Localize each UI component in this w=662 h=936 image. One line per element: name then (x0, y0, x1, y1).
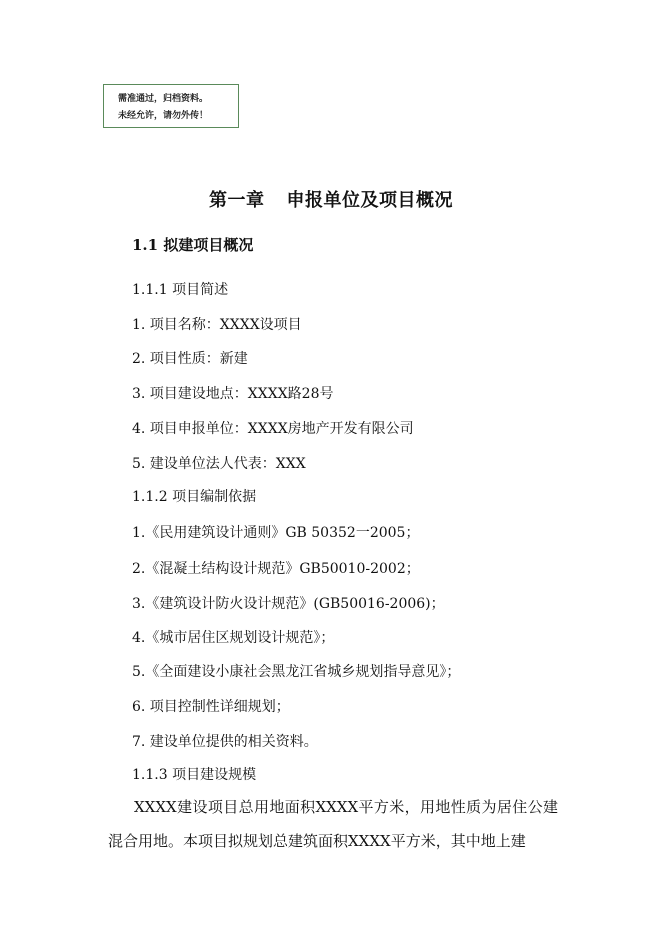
list-item: 6. 项目控制性详细规划； (132, 699, 290, 715)
chapter-heading (0, 186, 662, 212)
list-item: 4.《城市居住区规划设计规范》； (132, 630, 335, 646)
list-item: 5.《全面建设小康社会黑龙江省城乡规划指导意见》； (132, 664, 461, 680)
list-item: 7. 建设单位提供的相关资料。 (132, 734, 318, 750)
list-item: 4. 项目申报单位：XXXX房地产开发有限公司 (132, 421, 414, 437)
chapter-number: 第一章 (209, 190, 265, 211)
list-item: 5. 建设单位法人代表：XXX (132, 456, 306, 472)
stamp-line-2: 未经允许，请勿外传！ (118, 111, 209, 121)
list-item: 1. 项目名称：XXXX设项目 (132, 317, 302, 333)
chapter-title: 申报单位及项目概况 (286, 190, 453, 211)
stamp-line-1: 需准通过，归档资料。 (118, 94, 209, 104)
confidential-stamp (103, 84, 239, 128)
subsection-title-basis: 1.1.2 项目编制依据 (132, 489, 257, 505)
scale-paragraph: XXXX建设项目总用地面积XXXX平方米，用地性质为居住公建混合用地。本项目拟规划总建筑面积XXXX平方米，其中地上建 (108, 798, 558, 850)
section-title: 1.1 拟建项目概况 (132, 236, 254, 254)
list-item: 3. 项目建设地点：XXXX路28号 (132, 386, 334, 402)
list-item: 1.《民用建筑设计通则》GB 50352一2005； (132, 525, 420, 541)
list-item: 3.《建筑设计防火设计规范》(GB50016-2006)； (132, 596, 445, 612)
subsection-title-scale: 1.1.3 项目建设规模 (132, 767, 257, 783)
list-item: 2.《混凝土结构设计规范》GB50010-2002； (132, 561, 420, 577)
subsection-title-overview: 1.1.1 项目简述 (132, 282, 229, 298)
list-item: 2. 项目性质：新建 (132, 351, 248, 367)
